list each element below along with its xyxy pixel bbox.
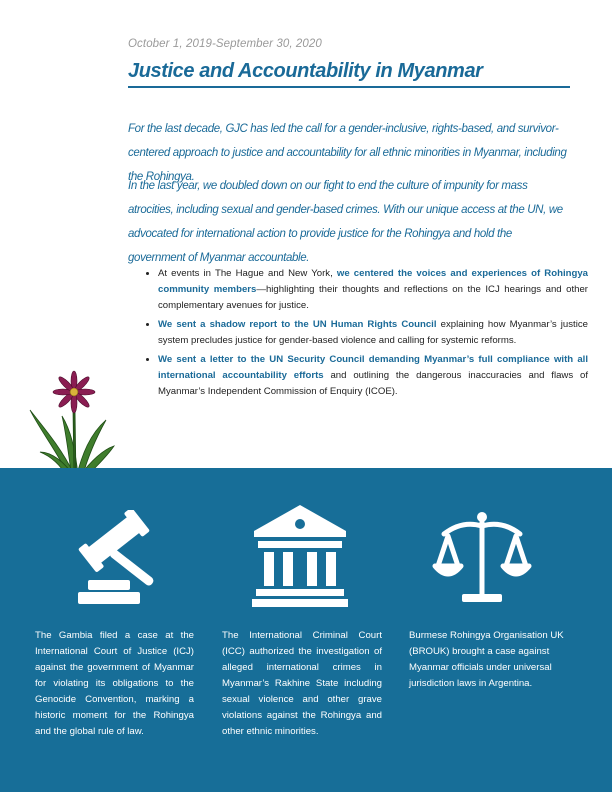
achievements-list	[140, 266, 588, 403]
gavel-icon	[70, 510, 170, 606]
case-description: The Gambia filed a case at the International Court of Justice (ICJ) against the government of Myanmar for violating its obligations to the Genocide Convention, marking a historic moment for the Rohingya and the global rule of law.	[35, 630, 194, 737]
bullet-highlight: we centered the voices and experiences of Rohingya community members	[158, 268, 588, 295]
list-item	[158, 266, 588, 314]
list-item	[158, 317, 588, 349]
scales-of-justice-icon	[432, 508, 532, 608]
bullet-text: explaining how Myanmar’s justice system precludes justice for gender-based violence and calling for systemic reforms.	[158, 319, 588, 346]
courthouse-icon	[252, 503, 348, 607]
case-description: Burmese Rohingya Organisation UK (BROUK) brought a case against Myanmar officials under universal jurisdiction laws in Argentina.	[409, 630, 564, 689]
bullet-text: —highlighting their thoughts and reflections on the ICJ hearings and other complementary avenues for justice.	[158, 284, 589, 311]
case-description: The International Criminal Court (ICC) authorized the investigation of alleged international crimes in Myanmar’s Rakhine State including sexual violence and other grave violations against the Rohingya and other ethnic minorities.	[222, 630, 382, 737]
bullet-text: At events in The Hague and New York,	[158, 268, 337, 279]
flower-illustration	[26, 370, 116, 478]
list-item	[158, 352, 588, 400]
intro-paragraph: For the last decade, GJC has led the call for a gender-inclusive, rights-based, and survivor-centered approach to justice and accountability for all ethnic minorities in Myanmar, including the Rohingya.	[128, 123, 567, 183]
intro-paragraph: In the last year, we doubled down on our fight to end the culture of impunity for mass atrocities, including sexual and gender-based crimes. With our unique access at the UN, we advocated for international action to provide justice for the Rohingya and hold the government of Myanmar accountable.	[128, 180, 563, 264]
date-range: October 1, 2019-September 30, 2020	[128, 38, 322, 50]
bullet-text: and outlining the dangerous inaccuracies and flaws of Myanmar’s Independent Commission of Enquiry (ICOE).	[158, 370, 588, 397]
bullet-highlight: We sent a letter to the UN Security Council demanding Myanmar’s full compliance with all international accountability efforts	[158, 354, 588, 381]
page-title: Justice and Accountability in Myanmar	[128, 60, 570, 88]
bullet-highlight: We sent a shadow report to the UN Human Rights Council	[158, 319, 437, 330]
